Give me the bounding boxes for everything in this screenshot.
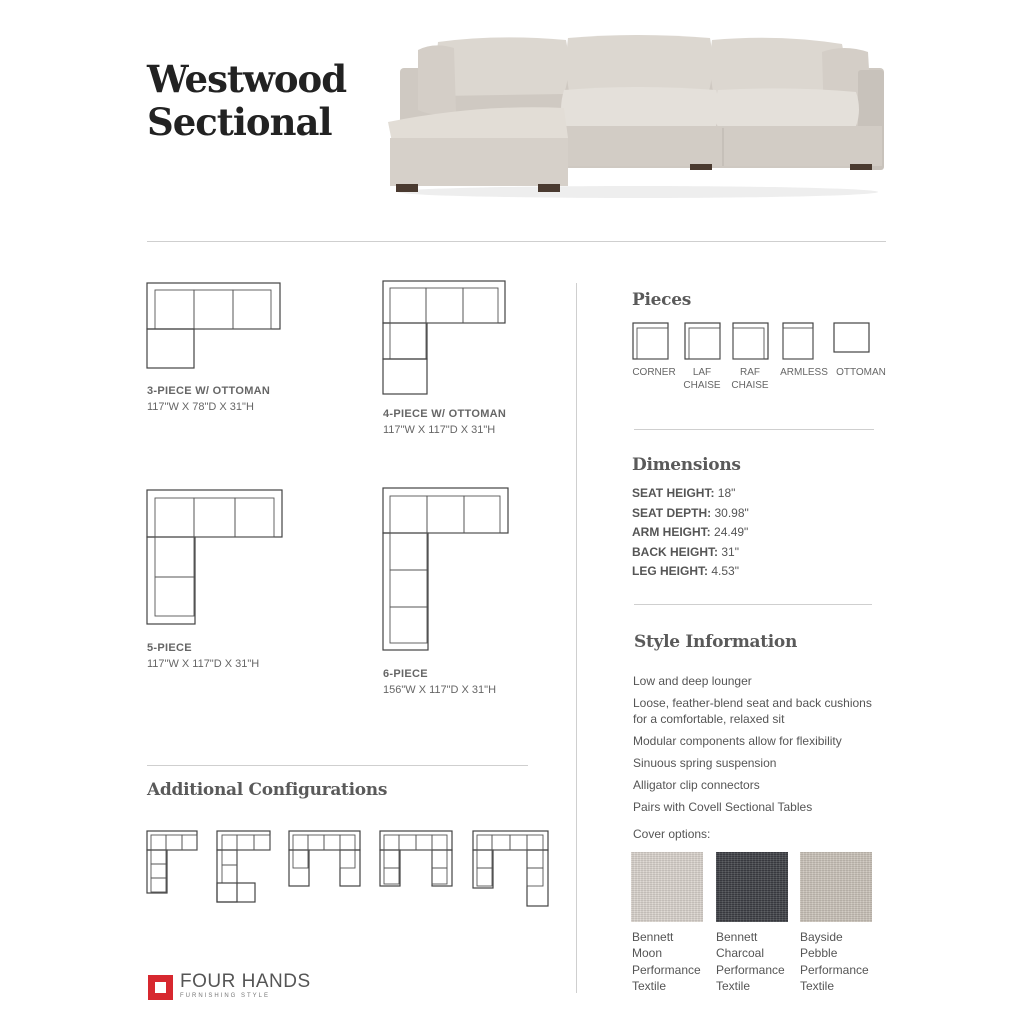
piece-label-laf-chaise: LAF CHAISE xyxy=(683,367,721,391)
config-name: 4-PIECE W/ OTTOMAN xyxy=(383,408,507,420)
dimensions-heading: Dimensions xyxy=(632,455,741,475)
config-dims: 156"W X 117"D X 31"H xyxy=(383,684,497,696)
title-line-1: Westwood xyxy=(147,57,347,101)
additional-config-a xyxy=(147,831,197,893)
piece-label-ottoman: OTTOMAN xyxy=(836,367,886,378)
sofa-image xyxy=(378,30,888,200)
divider-pieces xyxy=(634,429,874,430)
config-name: 6-PIECE xyxy=(383,668,428,680)
additional-config-d xyxy=(380,831,452,886)
style-item: Alligator clip connectors xyxy=(633,778,760,792)
dimension-row: LEG HEIGHT: 4.53" xyxy=(632,564,739,578)
pieces-heading: Pieces xyxy=(632,290,691,310)
dimension-row: ARM HEIGHT: 24.49" xyxy=(632,525,749,539)
style-info-list xyxy=(633,673,873,821)
config-4-piece xyxy=(383,408,506,436)
style-item: Low and deep lounger xyxy=(633,674,752,688)
cover-label-bennett-charcoal: Bennett Charcoal Performance Textile xyxy=(716,930,785,993)
additional-config-c xyxy=(289,831,360,886)
additional-config-e xyxy=(473,831,548,906)
corner-icon xyxy=(633,323,668,359)
brand-name: FOUR HANDS xyxy=(180,971,311,992)
dimension-row: SEAT HEIGHT: 18" xyxy=(632,486,736,500)
style-item: Pairs with Covell Sectional Tables xyxy=(633,800,813,814)
additional-config-b xyxy=(217,831,270,902)
raf-chaise-icon xyxy=(733,323,768,359)
config-6-piece-diagram xyxy=(382,487,512,653)
swatch-bennett-moon[interactable] xyxy=(631,852,703,922)
armless-icon xyxy=(783,323,813,359)
config-dims: 117"W X 117"D X 31"H xyxy=(147,658,260,670)
piece-label-corner: CORNER xyxy=(632,367,676,378)
config-5-piece xyxy=(147,642,259,670)
brand-logo-icon xyxy=(148,975,173,1000)
divider-dimensions xyxy=(634,604,872,605)
piece-label-raf-chaise: RAF CHAISE xyxy=(731,367,769,391)
divider-left xyxy=(147,765,528,766)
config-name: 3-PIECE W/ OTTOMAN xyxy=(147,385,271,397)
dimension-row: SEAT DEPTH: 30.98" xyxy=(632,505,749,520)
brand-tagline: FURNISHING STYLE xyxy=(180,993,271,999)
laf-chaise-icon xyxy=(685,323,720,359)
ottoman-icon xyxy=(834,323,869,352)
cover-label-bayside-pebble: Bayside Pebble Performance Textile xyxy=(800,930,869,993)
dimensions-list xyxy=(632,484,749,582)
config-5-piece-diagram xyxy=(146,489,286,627)
config-3-piece-diagram xyxy=(146,282,282,370)
piece-label-armless: ARMLESS xyxy=(780,367,828,378)
cover-options-label: Cover options: xyxy=(633,827,711,841)
pieces-icons xyxy=(632,322,872,362)
swatch-bayside-pebble[interactable] xyxy=(800,852,872,922)
dimension-row: BACK HEIGHT: 31" xyxy=(632,544,739,559)
config-name: 5-PIECE xyxy=(147,642,192,654)
title-line-2: Sectional xyxy=(147,100,332,144)
swatch-bennett-charcoal[interactable] xyxy=(716,852,788,922)
style-item: Modular components allow for flexibility xyxy=(633,734,842,748)
additional-configs-heading: Additional Configurations xyxy=(147,780,388,800)
config-3-piece xyxy=(147,385,270,413)
divider-top xyxy=(147,241,886,242)
page-title xyxy=(147,58,346,144)
config-dims: 117"W X 78"D X 31"H xyxy=(147,401,254,413)
config-4-piece-diagram xyxy=(382,280,508,396)
config-6-piece xyxy=(383,668,496,696)
style-item: Loose, feather-blend seat and back cushions for a comfortable, relaxed sit xyxy=(633,696,872,726)
style-item: Sinuous spring suspension xyxy=(633,756,777,770)
style-info-heading: Style Information xyxy=(634,632,798,652)
cover-label-bennett-moon: Bennett Moon Performance Textile xyxy=(632,930,701,993)
divider-vertical xyxy=(576,283,577,993)
config-dims: 117"W X 117"D X 31"H xyxy=(383,424,496,436)
additional-configs-diagrams xyxy=(146,830,551,910)
